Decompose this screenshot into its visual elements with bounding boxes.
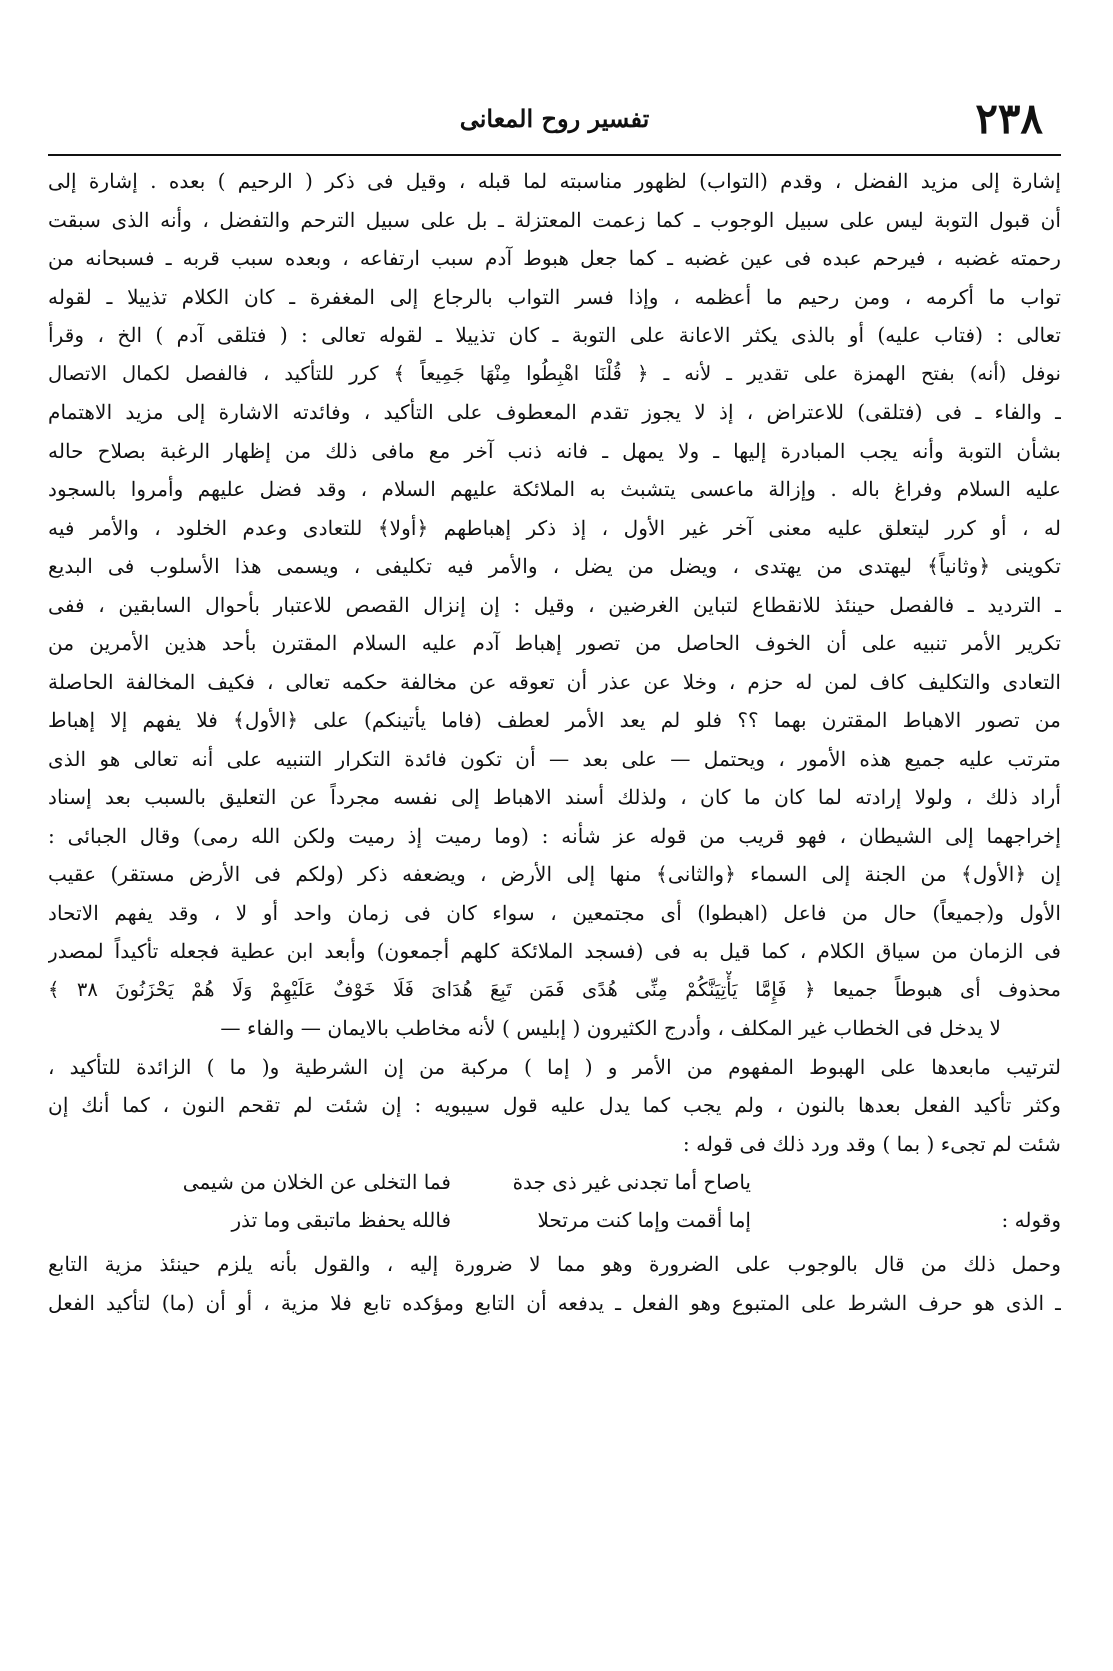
- text-line: تعالى : (فتاب عليه) أو بالذى يكثر الاعانة على التوبة ـ كان تذييلا ـ لقوله تعالى : ( فتلقى آدم ) الخ ، وقرأ: [48, 323, 1061, 347]
- text-line: تكرير الأمر تنبيه على أن الخوف الحاصل من تصور إهباط آدم عليه السلام المقترن بأحد هذين الأمرين من: [48, 631, 1061, 655]
- text-line: إخراجهما إلى الشيطان ، فهو قريب من قوله عز شأنه : (وما رميت إذ رميت ولكن الله رمى) وقال الجبائى :: [48, 823, 1061, 848]
- text-line: عليه السلام وفراغ باله . وإزالة ماعسى يتشبث به الملائكة عليهم السلام ، وقد فضل عليهم وأمروا بالسجود: [48, 477, 1061, 501]
- book-title: تفسير روح المعانى: [459, 104, 650, 133]
- text-line: تكوينى ﴿وثانياً﴾ ليهتدى من يهتدى ، ويضل من يضل ، والأمر فيه تكليفى ، ويسمى هذا الأسلوب فى البديع: [48, 554, 1061, 578]
- text-line: ـ والفاء ـ فى (فتلقى) للاعتراض ، إذ لا يجوز تقدم المعطوف على التأكيد ، وفائدته الاشارة إلى مزيد الاهتمام: [48, 400, 1061, 424]
- poem-second-hemistich: فالله يحفظ ماتبقى وما تذر: [231, 1208, 451, 1232]
- text-line: لترتيب مابعدها على الهبوط المفهوم من الأمر و ( إما ) مركبة من إن الشرطية و( ما ) الزائدة للتأكيد ،: [48, 1054, 1061, 1079]
- text-line: نوفل (أنه) بفتح الهمزة على تقدير ـ لأنه ـ ﴿ قُلْنَا اهْبِطُوا مِنْهَا جَمِيعاً ﴾ كرر للتأكيد ، فالفصل لكمال الاتصال: [48, 361, 1061, 385]
- text-line: رحمته غضبه ، فيرحم عبده فى عين غضبه ـ كما جعل هبوط آدم سبب ارتفاعه ، وبعده سبب قربه ـ فسبحانه من: [48, 246, 1061, 270]
- poem-verse: [48, 1201, 1061, 1239]
- poem-intro: وقوله :: [1001, 1208, 1061, 1232]
- text-line: وكثر تأكيد الفعل بعدها بالنون ، ولم يجب كما يدل عليه قول سيبويه : إن شئت لم تقحم النون ، كما أنك إن: [48, 1093, 1061, 1117]
- text-line: فى الزمان من سياق الكلام ، كما قيل به فى (فسجد الملائكة كلهم أجمعون) وأبعد ابن عطية فجعله تأكيداً لمصدر: [48, 939, 1061, 963]
- text-line: ـ الترديد ـ فالفصل حينئذ للانقطاع لتباين الغرضين ، وقيل : إن إنزال القصص للاعتبار بأحوال السابقين ، ففى: [48, 592, 1061, 617]
- quran-verse-line: محذوف أى هبوطاً جميعا ﴿ فَإِمَّا يَأْتِيَنَّكُمْ مِنِّى هُدًى فَمَن تَبِعَ هُدَاىَ فَلَا خَوْفٌ عَلَيْهِمْ وَلَا هُمْ يَحْزَنُونَ ٣٨ ﴾: [48, 977, 1061, 1001]
- poem-second-hemistich: فما التخلى عن الخلان من شيمى: [182, 1170, 451, 1194]
- poem-first-hemistich: ياصاح أما تجدنى غير ذى جدة: [512, 1170, 751, 1194]
- body-text: [48, 162, 1061, 1163]
- text-line: أراد ذلك ، ولولا إرادته لما كان ما كان ، ولذلك أسند الاهباط إلى نفسه مجرداً عن التعليق بالسبب بعد إسناد: [48, 785, 1061, 809]
- text-line: إن ﴿الأول﴾ من الجنة إلى السماء ﴿والثانى﴾ منها إلى الأرض ، ويضعفه ذكر (ولكم فى الأرض مستقر) عقيب: [48, 862, 1061, 886]
- text-line: إشارة إلى مزيد الفضل ، وقدم (التواب) لظهور مناسبته لما قبله ، وقيل فى ذكر ( الرحيم ) بعده . إشارة إلى: [48, 169, 1061, 193]
- text-line: ـ الذى هو حرف الشرط على المتبوع وهو الفعل ـ يدفعه أن التابع ومؤكده تابع فلا مزية ، أو أن (ما) لتأكيد الفعل: [48, 1290, 1061, 1315]
- text-line: تواب ما أكرمه ، ومن رحيم ما أعظمه ، وإذا فسر التواب بالرجاع إلى المغفرة ـ كان الكلام تذييلا ـ لقوله: [48, 284, 1061, 309]
- text-line: بشأن التوبة وأنه يجب المبادرة إليها ـ ولا يمهل ـ فانه ذنب آخر مع مافى ذلك من إظهار الرغبة بصلاح حاله: [48, 438, 1061, 463]
- text-line: وحمل ذلك من قال بالوجوب على الضرورة وهو مما لا ضرورة إليه ، والقول بأنه يلزم حينئذ مزية التابع: [48, 1252, 1061, 1276]
- text-line: مترتب عليه جميع هذه الأمور ، ويحتمل — على بعد — أن تكون فائدة التكرار التنبيه على أنه تعالى هو الذى: [48, 746, 1061, 771]
- poem-verse: [48, 1163, 1061, 1201]
- text-line: الأول و(جميعاً) حال من فاعل (اهبطوا) أى مجتمعين ، سواء كان فى زمان واحد أو لا ، وقد يفهم الاتحاد: [48, 900, 1061, 925]
- text-line: التعادى والتكليف كاف لمن له حزم ، وخلا عن عذر أن تعوقه عن مخالفة حكمه تعالى ، فكيف المخالفة الحاصلة: [48, 669, 1061, 694]
- text-line: لا يدخل فى الخطاب غير المكلف ، وأدرج الكثيرون ( إبليس ) لأنه مخاطب بالايمان — والفاء —: [220, 1016, 1001, 1040]
- poem: [48, 1163, 1061, 1239]
- page: [0, 88, 1113, 1671]
- text-line: من تصور الاهباط المقترن بهما ؟؟ فلو لم يعد الأمر لعطف (فاما يأتينكم) على ﴿الأول﴾ فلا يفهم إلا إهباط: [48, 708, 1061, 732]
- page-header: [48, 88, 1061, 156]
- text-line: له ، أو كرر ليتعلق عليه معنى آخر غير الأول ، إذ ذكر إهباطهم ﴿أولا﴾ للتعادى وعدم الخلود ، والأمر فيه: [48, 515, 1061, 540]
- closing-text: [48, 1245, 1061, 1322]
- text-line: شئت لم تجىء ( بما ) وقد ورد ذلك فى قوله :: [682, 1131, 1061, 1156]
- poem-first-hemistich: إما أقمت وإما كنت مرتحلا: [537, 1208, 751, 1232]
- page-number: ٢٣٨: [975, 94, 1043, 143]
- text-line: أن قبول التوبة ليس على سبيل الوجوب ـ كما زعمت المعتزلة ـ بل على سبيل الترحم والتفضل ، وأنه الذى سبقت: [48, 207, 1061, 232]
